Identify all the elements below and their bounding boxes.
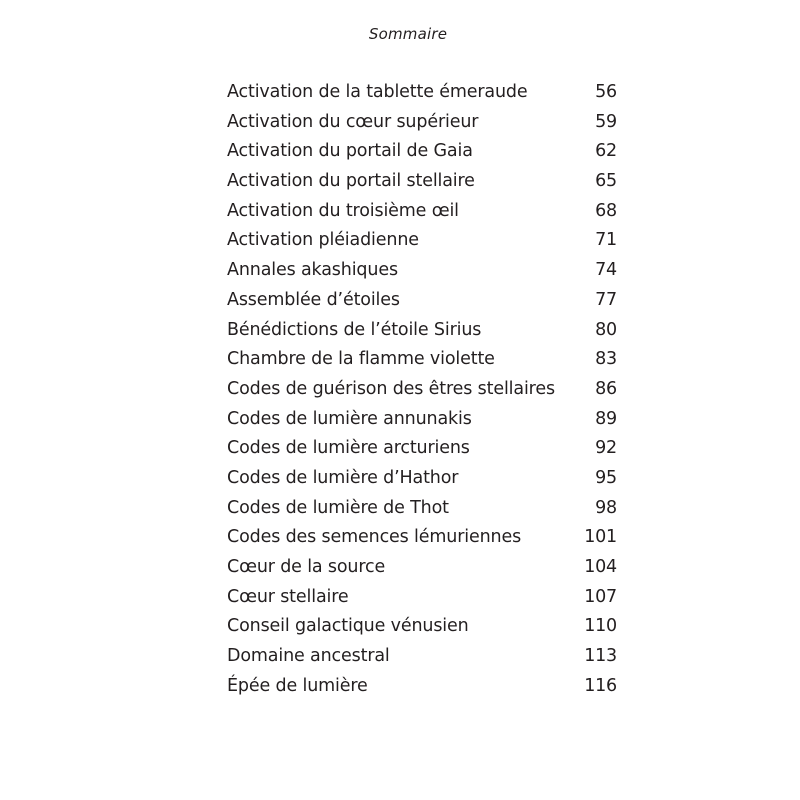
entry-title: Assemblée d’étoiles	[227, 289, 400, 310]
entry-page-number: 113	[584, 646, 617, 667]
toc-entry	[227, 553, 617, 583]
toc-entry	[227, 226, 617, 256]
entry-page-number: 74	[595, 260, 617, 281]
entry-title: Cœur de la source	[227, 557, 386, 577]
toc-entry	[227, 375, 617, 405]
entry-page-number: 68	[595, 200, 617, 221]
entry-page-number: 65	[595, 171, 617, 192]
entry-title: Activation du portail de Gaia	[227, 141, 473, 162]
toc-entry	[227, 108, 617, 138]
toc-entry	[227, 167, 617, 197]
entry-title: Codes de lumière annunakis	[227, 408, 472, 429]
entry-page-number: 104	[584, 557, 617, 577]
toc-entry	[227, 672, 617, 702]
entry-title: Activation du cœur supérieur	[227, 111, 479, 132]
toc-entry	[227, 286, 617, 316]
toc-entry	[227, 197, 617, 227]
toc-entry	[227, 523, 617, 553]
entry-page-number: 83	[595, 349, 617, 370]
entry-page-number: 71	[595, 230, 617, 251]
toc-entry	[227, 494, 617, 524]
toc-entry	[227, 405, 617, 435]
entry-title: Codes de lumière de Thot	[227, 497, 449, 518]
toc-entry	[227, 464, 617, 494]
entry-page-number: 62	[595, 141, 617, 162]
toc-entry	[227, 612, 617, 642]
entry-title: Chambre de la flamme violette	[227, 349, 495, 370]
toc-entry	[227, 434, 617, 464]
entry-title: Activation du troisième œil	[227, 200, 459, 221]
table-of-contents	[227, 78, 617, 701]
entry-page-number: 92	[595, 438, 617, 459]
entry-title: Activation de la tablette émeraude	[227, 82, 528, 102]
entry-page-number: 86	[595, 378, 617, 399]
entry-title: Bénédictions de l’étoile Sirius	[227, 319, 482, 340]
entry-title: Épée de lumière	[227, 675, 368, 696]
entry-page-number: 77	[595, 289, 617, 310]
entry-page-number: 116	[584, 675, 617, 696]
entry-page-number: 80	[595, 319, 617, 340]
entry-page-number: 107	[584, 586, 617, 607]
toc-entry	[227, 78, 617, 108]
toc-entry	[227, 137, 617, 167]
entry-title: Activation pléiadienne	[227, 230, 419, 251]
page-title: Sommaire	[368, 25, 448, 43]
entry-title: Activation du portail stellaire	[227, 171, 475, 192]
entry-title: Cœur stellaire	[227, 586, 349, 607]
entry-title: Codes des semences lémuriennes	[227, 527, 522, 548]
toc-entry	[227, 345, 617, 375]
toc-entry	[227, 256, 617, 286]
entry-page-number: 101	[584, 527, 617, 548]
entry-title: Domaine ancestral	[227, 646, 390, 667]
entry-title: Codes de guérison des êtres stellaires	[227, 378, 555, 399]
entry-title: Codes de lumière arcturiens	[227, 438, 470, 459]
entry-page-number: 89	[595, 408, 617, 429]
entry-page-number: 56	[595, 82, 617, 102]
entry-page-number: 98	[595, 497, 617, 518]
entry-page-number: 59	[595, 111, 617, 132]
entry-title: Codes de lumière d’Hathor	[227, 467, 459, 488]
entry-page-number: 110	[584, 616, 617, 637]
toc-entry	[227, 642, 617, 672]
entry-title: Annales akashiques	[227, 260, 398, 281]
entry-page-number: 95	[595, 467, 617, 488]
entry-title: Conseil galactique vénusien	[227, 616, 469, 637]
toc-entry	[227, 583, 617, 613]
toc-entry	[227, 316, 617, 346]
